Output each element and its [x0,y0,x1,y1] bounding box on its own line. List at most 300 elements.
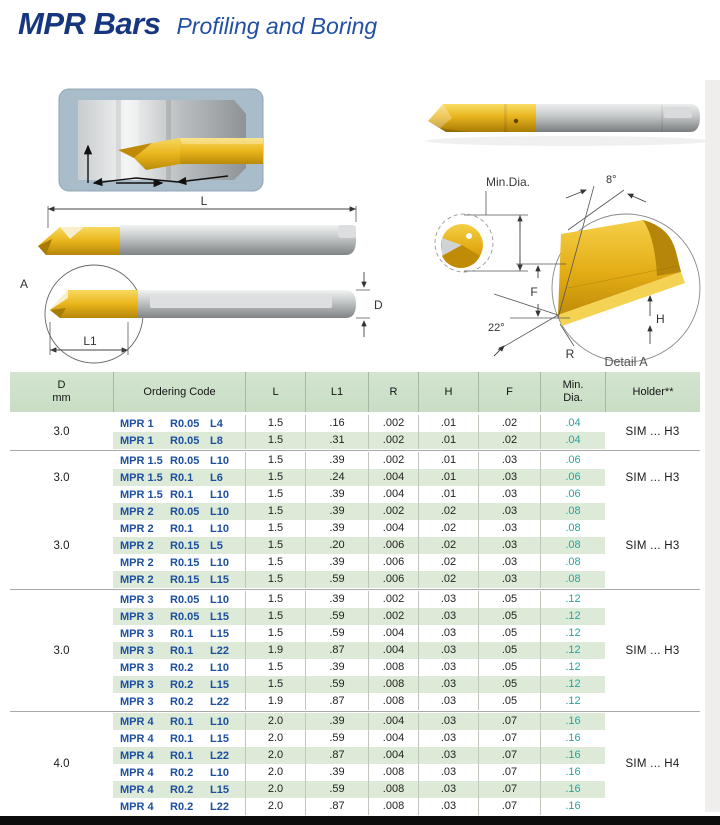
code-model: MPR 1.5 [120,471,163,484]
code-length: L22 [210,800,229,813]
code-radius: R0.15 [170,539,200,552]
table-row [113,486,605,503]
footer-bar [0,816,720,825]
code-radius: R0.05 [170,593,200,606]
code-length: L4 [210,417,223,430]
code-radius: R0.2 [170,800,194,813]
code-model: MPR 2 [120,522,154,535]
code-radius: R0.15 [170,573,200,586]
col-header-min-dia: Min. Dia. [540,372,605,412]
value-f: .07 [478,764,540,781]
value-min-dia: .12 [540,642,605,659]
group-rows [113,415,605,449]
value-min-dia: .08 [540,571,605,588]
value-l1: .39 [305,659,368,676]
ordering-code [113,472,245,484]
value-f: .03 [478,537,540,554]
value-f: .07 [478,730,540,747]
code-model: MPR 3 [120,627,154,640]
value-r: .008 [368,781,418,798]
angle-label-8deg: 8° [606,174,617,186]
code-model: MPR 4 [120,732,154,745]
code-length: L22 [210,644,229,657]
col-header-d: D mm [52,379,71,404]
table-group [10,713,700,815]
value-l: 1.5 [245,452,305,469]
group-separator [10,711,700,712]
value-l1: .16 [305,415,368,432]
code-length: L15 [210,678,229,691]
group-separator [10,589,700,590]
value-f: .07 [478,781,540,798]
code-length: L10 [210,454,229,467]
value-l1: .59 [305,571,368,588]
value-min-dia: .12 [540,659,605,676]
table-row [113,503,605,520]
code-length: L22 [210,749,229,762]
table-row [113,747,605,764]
value-l: 2.0 [245,747,305,764]
col-header-ordering-code: Ordering Code [113,372,245,412]
value-l1: .59 [305,676,368,693]
value-l: 1.5 [245,432,305,449]
value-f: .03 [478,452,540,469]
table-row [113,781,605,798]
code-radius: R0.1 [170,627,194,640]
ordering-code [113,733,245,745]
ordering-code [113,662,245,674]
code-length: L5 [210,539,223,552]
code-radius: R0.1 [170,522,194,535]
value-min-dia: .06 [540,469,605,486]
code-length: L15 [210,732,229,745]
table-row [113,537,605,554]
code-length: L10 [210,661,229,674]
value-h: .02 [418,503,478,520]
code-radius: R0.2 [170,695,194,708]
value-f: .07 [478,747,540,764]
dim-label-r: R [565,347,575,361]
holder-value: SIM ... H3 [625,539,680,552]
value-f: .07 [478,798,540,815]
value-min-dia: .08 [540,554,605,571]
angle-label-22deg: 22° [488,322,505,334]
value-h: .03 [418,764,478,781]
value-l1: .39 [305,591,368,608]
col-header-holder: Holder** [605,372,700,412]
value-l1: .39 [305,554,368,571]
code-model: MPR 3 [120,661,154,674]
ordering-code [113,696,245,708]
code-length: L10 [210,488,229,501]
code-radius: R0.05 [170,610,200,623]
code-radius: R0.2 [170,661,194,674]
value-f: .07 [478,713,540,730]
value-r: .002 [368,503,418,520]
value-r: .002 [368,608,418,625]
ordering-code [113,418,245,430]
mpr-bar-photo [418,88,718,150]
code-model: MPR 4 [120,749,154,762]
value-l: 1.5 [245,571,305,588]
table-header-row [10,372,700,412]
value-l: 1.5 [245,503,305,520]
dim-label-a: A [20,277,29,291]
table-row [113,591,605,608]
value-h: .02 [418,520,478,537]
code-length: L15 [210,627,229,640]
value-f: .05 [478,642,540,659]
value-l1: .39 [305,764,368,781]
detail-a-label: Detail A [604,355,648,369]
code-radius: R0.05 [170,434,200,447]
value-h: .03 [418,625,478,642]
value-min-dia: .08 [540,520,605,537]
table-row [113,642,605,659]
value-f: .05 [478,625,540,642]
ordering-code [113,628,245,640]
value-h: .02 [418,554,478,571]
value-r: .008 [368,693,418,710]
code-length: L8 [210,434,223,447]
code-model: MPR 4 [120,715,154,728]
code-radius: R0.05 [170,417,200,430]
code-length: L22 [210,695,229,708]
col-header-l1: L1 [305,372,368,412]
value-f: .03 [478,486,540,503]
value-l1: .39 [305,503,368,520]
table-group [10,415,700,449]
code-model: MPR 4 [120,766,154,779]
code-radius: R0.1 [170,749,194,762]
value-l1: .87 [305,747,368,764]
code-length: L10 [210,505,229,518]
dim-label-f: F [530,285,538,299]
value-l: 1.5 [245,591,305,608]
code-radius: R0.05 [170,505,200,518]
code-radius: R0.1 [170,732,194,745]
value-r: .006 [368,537,418,554]
ordering-code [113,435,245,447]
value-l: 1.5 [245,415,305,432]
value-min-dia: .12 [540,693,605,710]
d-mm-value: 4.0 [53,758,70,770]
value-min-dia: .12 [540,608,605,625]
value-min-dia: .06 [540,486,605,503]
value-l: 2.0 [245,730,305,747]
table-group [10,591,700,710]
value-f: .03 [478,554,540,571]
value-f: .03 [478,469,540,486]
value-h: .03 [418,713,478,730]
col-header-h: H [418,372,478,412]
ordering-code [113,679,245,691]
ordering-code [113,784,245,796]
value-l1: .59 [305,625,368,642]
value-min-dia: .12 [540,591,605,608]
value-h: .03 [418,591,478,608]
value-min-dia: .16 [540,730,605,747]
value-h: .01 [418,452,478,469]
value-l1: .59 [305,608,368,625]
code-length: L10 [210,715,229,728]
value-h: .03 [418,798,478,815]
table-row [113,659,605,676]
ordering-code [113,489,245,501]
dim-label-l1: L1 [83,334,97,348]
ordering-code [113,716,245,728]
code-model: MPR 1 [120,417,154,430]
value-l1: .87 [305,693,368,710]
table-row [113,432,605,449]
detail-a-drawing [398,168,718,370]
value-f: .05 [478,659,540,676]
table-row [113,764,605,781]
value-l: 2.0 [245,764,305,781]
table-group [10,452,700,503]
col-header-l: L [245,372,305,412]
value-min-dia: .04 [540,432,605,449]
table-row [113,520,605,537]
value-h: .03 [418,730,478,747]
holder-value: SIM ... H3 [625,471,680,484]
value-min-dia: .16 [540,764,605,781]
value-h: .01 [418,415,478,432]
value-r: .004 [368,730,418,747]
value-l1: .87 [305,798,368,815]
page-header [18,6,377,42]
value-min-dia: .12 [540,676,605,693]
value-l1: .39 [305,713,368,730]
ordering-code [113,767,245,779]
value-l1: .59 [305,730,368,747]
holder-value: SIM ... H3 [625,426,680,438]
page-subtitle: Profiling and Boring [176,13,378,39]
group-rows [113,591,605,710]
value-r: .008 [368,659,418,676]
ordering-code [113,557,245,569]
value-r: .002 [368,415,418,432]
value-r: .004 [368,713,418,730]
code-model: MPR 1.5 [120,488,163,501]
table-row [113,571,605,588]
code-model: MPR 1 [120,434,154,447]
value-f: .02 [478,415,540,432]
table-row [113,452,605,469]
d-mm-value: 3.0 [53,539,70,552]
ordering-code [113,523,245,535]
value-min-dia: .06 [540,452,605,469]
value-f: .05 [478,591,540,608]
code-model: MPR 4 [120,783,154,796]
page-title: MPR Bars [18,6,161,41]
value-l1: .39 [305,520,368,537]
ordering-code [113,611,245,623]
value-h: .02 [418,537,478,554]
dim-label-min-dia: Min.Dia. [486,175,531,189]
holder-value: SIM ... H3 [625,644,680,657]
value-r: .002 [368,452,418,469]
value-l: 1.5 [245,537,305,554]
value-l1: .39 [305,452,368,469]
value-h: .03 [418,747,478,764]
code-radius: R0.05 [170,454,200,467]
table-row [113,469,605,486]
value-h: .03 [418,781,478,798]
ordering-code [113,594,245,606]
value-l: 1.5 [245,659,305,676]
value-l1: .24 [305,469,368,486]
value-l1: .59 [305,781,368,798]
value-r: .004 [368,747,418,764]
dim-label-l: L [200,194,208,208]
holder-value: SIM ... H4 [625,758,680,770]
code-radius: R0.15 [170,556,200,569]
value-l: 1.5 [245,676,305,693]
ordering-code [113,801,245,813]
ordering-code [113,455,245,467]
value-h: .01 [418,486,478,503]
dimension-drawing [8,192,390,370]
table-body [10,415,700,815]
code-model: MPR 4 [120,800,154,813]
value-min-dia: .16 [540,781,605,798]
code-model: MPR 3 [120,644,154,657]
table-row [113,693,605,710]
value-h: .03 [418,642,478,659]
value-r: .002 [368,432,418,449]
table-row [113,713,605,730]
code-radius: R0.1 [170,644,194,657]
value-r: .008 [368,764,418,781]
value-l: 1.5 [245,625,305,642]
code-length: L15 [210,610,229,623]
group-rows [113,713,605,815]
value-l: 2.0 [245,798,305,815]
value-f: .05 [478,676,540,693]
code-length: L10 [210,556,229,569]
value-h: .03 [418,659,478,676]
ordering-code [113,750,245,762]
code-model: MPR 3 [120,593,154,606]
value-min-dia: .16 [540,713,605,730]
code-model: MPR 2 [120,539,154,552]
value-min-dia: .16 [540,798,605,815]
value-r: .004 [368,486,418,503]
value-l: 1.5 [245,486,305,503]
code-length: L15 [210,573,229,586]
table-row [113,415,605,432]
table-row [113,798,605,815]
value-l: 1.5 [245,608,305,625]
value-f: .03 [478,571,540,588]
value-h: .03 [418,608,478,625]
code-length: L10 [210,766,229,779]
value-r: .004 [368,520,418,537]
group-rows [113,503,605,588]
code-model: MPR 2 [120,505,154,518]
value-r: .002 [368,591,418,608]
value-l1: .87 [305,642,368,659]
value-h: .02 [418,571,478,588]
code-radius: R0.2 [170,678,194,691]
code-radius: R0.1 [170,471,194,484]
value-r: .004 [368,469,418,486]
value-f: .03 [478,503,540,520]
code-length: L15 [210,783,229,796]
table-row [113,554,605,571]
value-r: .004 [368,642,418,659]
value-min-dia: .08 [540,503,605,520]
value-l: 2.0 [245,781,305,798]
workpiece-bore-illustration [58,88,268,194]
d-mm-value: 3.0 [53,426,70,438]
value-l: 1.5 [245,554,305,571]
ordering-code [113,506,245,518]
code-radius: R0.1 [170,488,194,501]
value-h: .03 [418,693,478,710]
code-radius: R0.2 [170,783,194,796]
page-edge-shading [705,80,720,812]
code-model: MPR 3 [120,695,154,708]
ordering-code [113,540,245,552]
value-r: .008 [368,676,418,693]
col-header-f: F [478,372,540,412]
code-radius: R0.2 [170,766,194,779]
value-f: .03 [478,520,540,537]
table-row [113,730,605,747]
value-l: 1.9 [245,693,305,710]
dim-label-d: D [374,298,383,312]
code-model: MPR 2 [120,556,154,569]
value-l1: .31 [305,432,368,449]
value-min-dia: .08 [540,537,605,554]
ordering-code [113,645,245,657]
value-l: 1.5 [245,520,305,537]
value-f: .05 [478,608,540,625]
table-row [113,625,605,642]
value-f: .05 [478,693,540,710]
code-radius: R0.1 [170,715,194,728]
value-h: .01 [418,469,478,486]
value-h: .01 [418,432,478,449]
value-min-dia: .16 [540,747,605,764]
group-separator [10,450,700,451]
ordering-code [113,574,245,586]
value-r: .008 [368,798,418,815]
dim-label-h: H [656,312,665,326]
value-l: 1.9 [245,642,305,659]
table-row [113,608,605,625]
code-length: L6 [210,471,223,484]
code-length: L10 [210,522,229,535]
code-model: MPR 3 [120,678,154,691]
code-length: L10 [210,593,229,606]
value-f: .02 [478,432,540,449]
value-h: .03 [418,676,478,693]
value-r: .006 [368,571,418,588]
value-l: 2.0 [245,713,305,730]
group-rows [113,452,605,503]
table-row [113,676,605,693]
value-min-dia: .04 [540,415,605,432]
col-header-r: R [368,372,418,412]
d-mm-value: 3.0 [53,644,70,657]
code-model: MPR 1.5 [120,454,163,467]
value-l: 1.5 [245,469,305,486]
value-r: .004 [368,625,418,642]
value-l1: .20 [305,537,368,554]
